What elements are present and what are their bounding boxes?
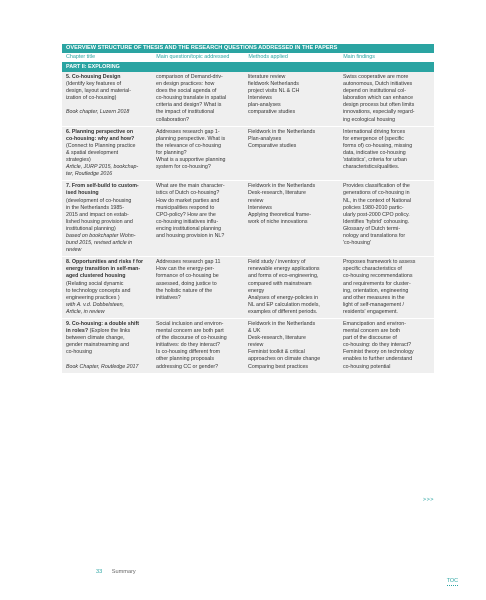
findings-cell-line: International driving forces bbox=[343, 128, 406, 135]
findings-cell-line: co-housing potential bbox=[343, 363, 391, 370]
methods-cell bbox=[244, 257, 339, 318]
findings-cell-line: data, indicative co-housing bbox=[343, 149, 406, 156]
findings-cell-line: innovations, especially regard- bbox=[343, 109, 415, 116]
methods-cell-line: Field study / inventory of bbox=[248, 259, 306, 266]
findings-cell-line: specific characteristics of bbox=[343, 266, 402, 273]
methods-cell-line: work of niche innovations bbox=[248, 218, 308, 225]
methods-cell-line: and forms of eco-engineering, bbox=[248, 273, 319, 280]
publication-info: with A. v.d. Dobbelsteen, bbox=[66, 301, 125, 308]
chapter-description: (Identify key features of bbox=[66, 81, 122, 88]
question-cell-line: istics of Dutch co-housing? bbox=[156, 190, 220, 197]
findings-cell bbox=[339, 72, 434, 126]
chapter-title: 8. Opportunities and risks f for bbox=[66, 259, 144, 266]
methods-cell-line: Applying theoretical frame- bbox=[248, 211, 312, 218]
chapter-description: between climate change, bbox=[66, 335, 125, 342]
publication-info: bund 2015, revised article in bbox=[66, 240, 133, 247]
chapter-description: design, layout and material- bbox=[66, 88, 132, 95]
table-row bbox=[62, 319, 434, 374]
chapter-description: & spatial development bbox=[66, 149, 119, 156]
chapter-title: energy transition in self-man- bbox=[66, 266, 141, 273]
question-cell-line: encing institutional planning bbox=[156, 225, 222, 232]
question-cell-line: the impact of institutional bbox=[156, 109, 215, 116]
findings-cell-line: and other measures in the bbox=[343, 294, 405, 301]
chapter-description: ization of co-housing) bbox=[66, 95, 117, 102]
chapter-cell bbox=[62, 72, 152, 126]
findings-cell-line: Identifies 'hybrid' cohousing. bbox=[343, 218, 410, 225]
chapter-cell bbox=[62, 319, 152, 373]
findings-cell-line: depend on institutional col- bbox=[343, 88, 407, 95]
publication-info bbox=[66, 356, 148, 363]
findings-cell-line: ing ecological housing bbox=[343, 116, 396, 123]
question-cell-line: does the social agenda of bbox=[156, 88, 217, 95]
question-cell-line: municipalities respond to bbox=[156, 204, 215, 211]
findings-cell-line: NL, in the context of National bbox=[343, 197, 412, 204]
methods-cell bbox=[244, 319, 339, 373]
findings-cell-line: 'co-housing' bbox=[343, 240, 371, 247]
chapter-description: strategies) bbox=[66, 157, 91, 164]
chapter-description: institutional planning) bbox=[66, 225, 116, 232]
question-cell-line: criteria and design? What is bbox=[156, 102, 222, 109]
findings-cell-line: light of self-management / bbox=[343, 301, 404, 308]
findings-cell-line: forms of) co-housing, missing bbox=[343, 142, 413, 149]
publication-info: Article, in review bbox=[66, 308, 105, 315]
findings-cell-line: Feminist theory on technology bbox=[343, 349, 414, 356]
methods-cell bbox=[244, 181, 339, 256]
question-cell-line: mental concern are both part bbox=[156, 328, 224, 335]
question-cell-line: co-housing translate in spatial bbox=[156, 95, 227, 102]
methods-cell-line: & UK bbox=[248, 328, 261, 335]
question-cell-line: CPO-policy? How are the bbox=[156, 211, 216, 218]
findings-cell-line: residents' engagement. bbox=[343, 308, 398, 315]
question-cell bbox=[152, 127, 244, 181]
chapter-title: 7. From self-build to custom- bbox=[66, 183, 139, 190]
methods-cell-line: Plan-analyses bbox=[248, 135, 282, 142]
findings-cell-line: enables to further understand bbox=[343, 356, 413, 363]
chapter-description: (Relating social dynamic bbox=[66, 280, 124, 287]
footer-section: Summary bbox=[111, 569, 136, 575]
findings-cell-line: laboration which can enhance bbox=[343, 95, 414, 102]
chapter-description: to technology concepts and bbox=[66, 287, 131, 294]
findings-cell-line: Swiss cooperative are more bbox=[343, 74, 409, 80]
chapter-title: aged clustered housing bbox=[66, 273, 126, 280]
publication-info: ter, Routledge 2016 bbox=[66, 171, 113, 178]
question-cell-line: How can the energy-per- bbox=[156, 266, 215, 273]
column-header-question: Main question/topic addressed bbox=[156, 54, 230, 60]
question-cell-line: addressing CC or gender? bbox=[156, 363, 219, 370]
chapter-description: (development of co-housing bbox=[66, 197, 132, 204]
chapter-cell bbox=[62, 127, 152, 181]
question-cell-line: Addresses research gap 11 bbox=[156, 259, 221, 266]
question-cell bbox=[152, 319, 244, 373]
chapter-description: 2015 and impact on estab- bbox=[66, 211, 129, 218]
question-cell-line: What are the main character- bbox=[156, 183, 225, 190]
column-header-findings: Main findings bbox=[343, 54, 375, 60]
findings-cell-line: Glossary of Dutch termi- bbox=[343, 225, 401, 232]
chapter-cell bbox=[62, 181, 152, 256]
chapter-description: engineering practices ) bbox=[66, 294, 120, 301]
methods-cell-line: renewable energy applications bbox=[248, 266, 320, 273]
methods-cell-line: energy bbox=[248, 287, 265, 294]
question-cell-line: Is co-housing different from bbox=[156, 349, 221, 356]
findings-cell-line: and requirements for cluster- bbox=[343, 280, 411, 287]
question-cell-line: How do market parties and bbox=[156, 197, 220, 204]
findings-cell-line: design process but often limits bbox=[343, 102, 415, 109]
methods-cell-line: Fieldwork in the Netherlands bbox=[248, 321, 316, 327]
chapter-title: 6. Planning perspective on bbox=[66, 128, 134, 135]
findings-cell-line: autonomous, Dutch initiatives bbox=[343, 81, 413, 88]
findings-cell-line: 'statistics', criteria for urban bbox=[343, 157, 407, 164]
findings-cell bbox=[339, 319, 434, 373]
chapter-title: 9. Co-housing: a double shift bbox=[66, 321, 139, 327]
question-cell-line: the holistic nature of the bbox=[156, 287, 213, 294]
methods-cell-line: review bbox=[248, 342, 264, 349]
chapter-description: gender mainstreaming and bbox=[66, 342, 130, 349]
chapter-title: in roles? bbox=[66, 328, 89, 335]
findings-cell-line: co-housing: do they interact? bbox=[343, 342, 412, 349]
findings-cell-line: nology and translations for bbox=[343, 232, 406, 239]
question-cell-line: Social inclusion and environ- bbox=[156, 321, 224, 327]
question-cell-line: system for co-housing? bbox=[156, 164, 211, 171]
question-cell-line: comparison of Demand-driv- bbox=[156, 74, 223, 80]
findings-cell-line: Provides classification of the bbox=[343, 183, 410, 190]
findings-cell-line: co-housing recommendations bbox=[343, 273, 413, 280]
findings-cell-line: characteristics/qualities. bbox=[343, 164, 400, 171]
methods-cell-line: Desk-research, literature bbox=[248, 335, 306, 342]
question-cell-line: of the discourse of co-housing bbox=[156, 335, 227, 342]
findings-cell-line: for emergence of (specific bbox=[343, 135, 404, 142]
part-header: PART II: EXPLORING bbox=[62, 63, 434, 72]
question-cell-line: other planning proposals bbox=[156, 356, 215, 363]
question-cell-line: collaboration? bbox=[156, 116, 189, 123]
table-body bbox=[62, 72, 434, 374]
question-cell-line: formance of co-housing be bbox=[156, 273, 219, 280]
methods-cell-line: plan-analyses bbox=[248, 102, 281, 109]
chapter-description: (Explore the links bbox=[89, 328, 131, 335]
chapter-description: lished housing provision and bbox=[66, 218, 133, 225]
publication-info: Article, JURP 2015, bookchap- bbox=[66, 164, 139, 171]
methods-cell-line: Interviews bbox=[248, 204, 272, 211]
methods-cell-line: review bbox=[248, 197, 264, 204]
column-headers bbox=[62, 53, 434, 63]
column-header-chapter: Chapter title bbox=[66, 54, 96, 60]
question-cell-line: planning perspective. What is bbox=[156, 135, 226, 142]
question-cell-line: Addresses research gap 1- bbox=[156, 128, 220, 135]
publication-info: review bbox=[66, 247, 82, 254]
question-cell-line: for planning? bbox=[156, 149, 187, 156]
toc-link[interactable]: TOC bbox=[446, 578, 458, 584]
question-cell-line: co-housing initiatives influ- bbox=[156, 218, 219, 225]
question-cell bbox=[152, 181, 244, 256]
publication-info: based on bookchapter Wohn- bbox=[66, 232, 136, 239]
methods-cell-line: approaches on climate change bbox=[248, 356, 321, 363]
findings-cell bbox=[339, 181, 434, 256]
methods-cell-line: Fieldwork in the Netherlands bbox=[248, 128, 316, 135]
question-cell bbox=[152, 257, 244, 318]
methods-cell-line: Feminist toolkit & critical bbox=[248, 349, 305, 356]
publication-info bbox=[66, 102, 148, 109]
table-row bbox=[62, 181, 434, 257]
findings-cell bbox=[339, 127, 434, 181]
findings-cell-line: ularly post-2000 CPO policy. bbox=[343, 211, 410, 218]
table-row bbox=[62, 72, 434, 127]
findings-cell-line: ing, orientation, engineering bbox=[343, 287, 409, 294]
page-footer bbox=[96, 569, 136, 575]
question-cell-line: initiatives? bbox=[156, 294, 181, 301]
overview-table bbox=[62, 44, 434, 374]
continue-indicator: >>> bbox=[422, 497, 434, 503]
methods-cell-line: comparative studies bbox=[248, 109, 296, 116]
chapter-title: ised housing bbox=[66, 190, 99, 197]
findings-cell-line: generations of co-housing in bbox=[343, 190, 410, 197]
methods-cell-line: examples of different periods. bbox=[248, 308, 318, 315]
methods-cell-line: Comparative studies bbox=[248, 142, 297, 149]
question-cell-line: the relevance of co-housing bbox=[156, 142, 222, 149]
methods-cell-line: Fieldwork in the Netherlands bbox=[248, 183, 316, 190]
question-cell bbox=[152, 72, 244, 126]
chapter-description: in the Netherlands 1985- bbox=[66, 204, 125, 211]
chapter-cell bbox=[62, 257, 152, 318]
chapter-title: 5. Co-housing Design bbox=[66, 74, 121, 80]
page-number: 33 bbox=[96, 569, 103, 575]
methods-cell-line: Comparing best practices bbox=[248, 363, 309, 370]
chapter-title: co-housing: why and how? bbox=[66, 135, 135, 142]
question-cell-line: and housing provision in NL? bbox=[156, 232, 225, 239]
findings-cell-line: Emancipation and environ- bbox=[343, 321, 407, 327]
column-header-methods: Methods applied bbox=[248, 54, 288, 60]
findings-cell-line: part of the discourse of bbox=[343, 335, 397, 342]
table-row bbox=[62, 257, 434, 319]
question-cell-line: en design practices: how bbox=[156, 81, 215, 88]
findings-cell-line: mental concern are both bbox=[343, 328, 401, 335]
methods-cell bbox=[244, 127, 339, 181]
question-cell-line: assessed, doing justice to bbox=[156, 280, 217, 287]
methods-cell-line: Analyses of energy-policies in bbox=[248, 294, 319, 301]
chapter-description: (Connect to Planning practice bbox=[66, 142, 136, 149]
question-cell-line: What is a supportive planning bbox=[156, 157, 226, 164]
methods-cell-line: Desk-research, literature bbox=[248, 190, 306, 197]
methods-cell bbox=[244, 72, 339, 126]
methods-cell-line: literature review bbox=[248, 74, 286, 80]
methods-cell-line: project visits NL & CH bbox=[248, 88, 300, 95]
table-title: OVERVIEW STRUCTURE OF THESIS AND THE RESEARCH QUESTIONS ADDRESSED IN THE PAPERS bbox=[62, 44, 434, 53]
findings-cell bbox=[339, 257, 434, 318]
question-cell-line: initiatives: do they interact? bbox=[156, 342, 220, 349]
methods-cell-line: NL and EP calculation models, bbox=[248, 301, 320, 308]
publication-info: Book Chapter, Routledge 2017 bbox=[66, 363, 139, 370]
methods-cell-line: fieldwork Netherlands bbox=[248, 81, 299, 88]
findings-cell-line: policies 1980-2010 partic- bbox=[343, 204, 404, 211]
findings-cell-line: Proposes framework to assess bbox=[343, 259, 416, 266]
methods-cell-line: Interviews bbox=[248, 95, 272, 102]
publication-info: Book chapter, Luzern 2018 bbox=[66, 109, 130, 116]
methods-cell-line: compared with mainstream bbox=[248, 280, 312, 287]
table-row bbox=[62, 127, 434, 182]
chapter-description: co-housing bbox=[66, 349, 92, 356]
